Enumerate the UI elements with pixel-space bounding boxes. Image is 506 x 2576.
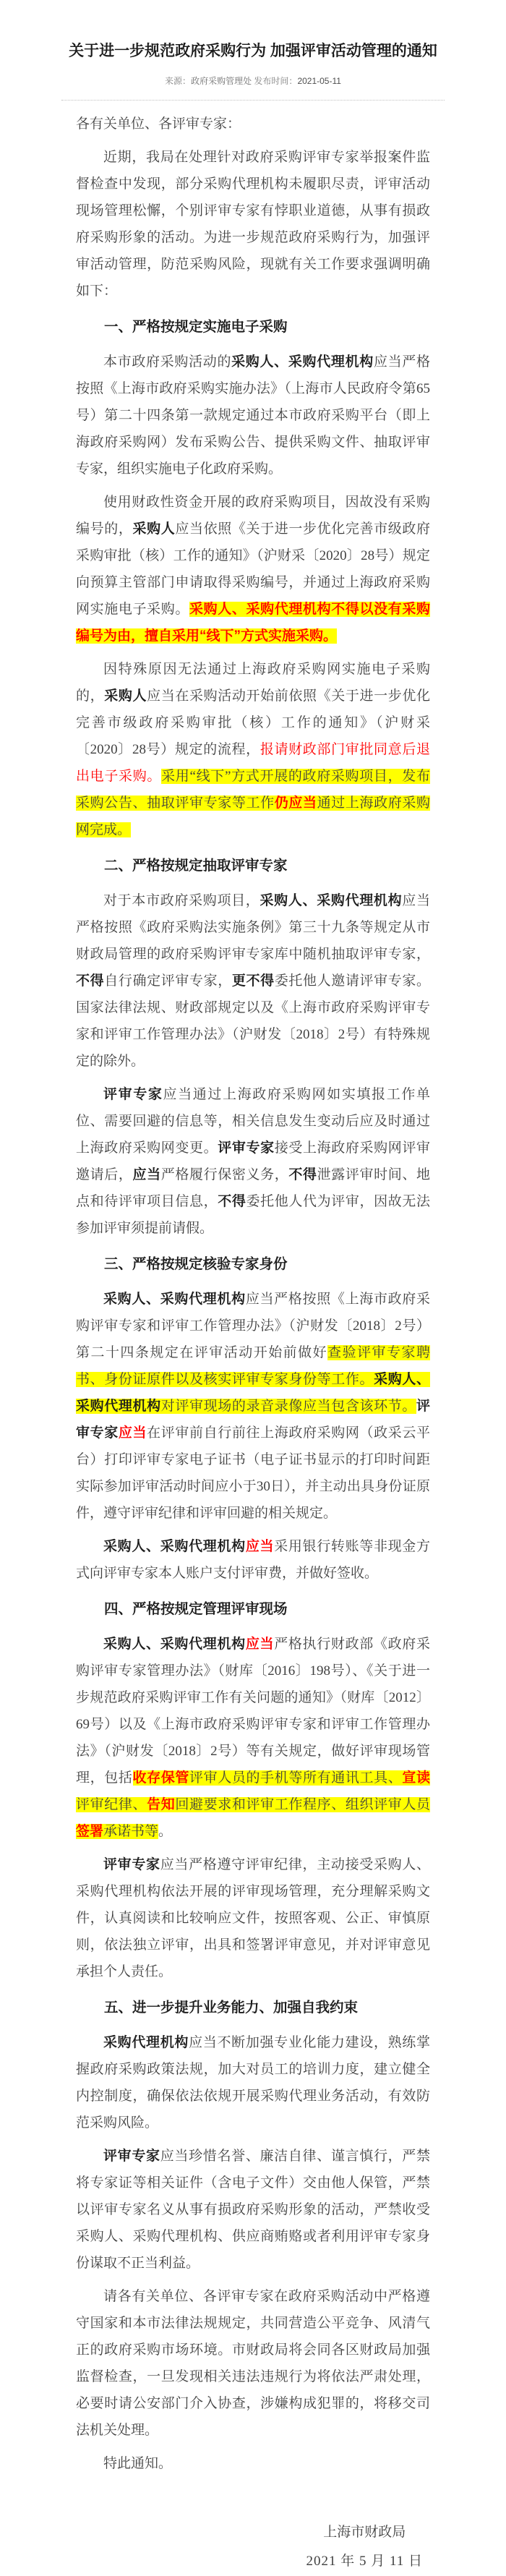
- text-run: 近期，我局在处理针对政府采购评审专家举报案件监督检查中发现，部分采购代理机构未履职尽责，评审活动现场管理松懈，个别评审专家有悖职业道德，从事有损政府采购形象的活动。为进一步规范政府采购行为，加强评审活动管理，防范采购风险，现就有关工作要求强调明确如下：: [76, 150, 430, 299]
- text-run: 对于本市政府采购项目，: [103, 893, 260, 908]
- text-run: 一、严格按规定实施电子采购: [104, 319, 288, 335]
- section-heading: [76, 314, 430, 341]
- separator-line: [61, 100, 445, 101]
- paragraph: [76, 2143, 430, 2277]
- text-run: 应当: [245, 1637, 275, 1652]
- text-run: 承诺书等: [103, 1824, 159, 1839]
- text-run: 应当: [245, 1539, 275, 1554]
- text-run: 。: [158, 1824, 173, 1839]
- text-run: 更不得: [231, 973, 275, 989]
- publish-time-label: 发布时间：: [254, 76, 298, 86]
- text-run: 评审专家: [103, 1857, 160, 1872]
- text-run: 仍应当: [274, 796, 317, 811]
- text-run: 应当严格按照《政府采购法实施条例》第三十九条等规定从市财政局管理的政府采购评审专家库中随机抽取评审专家，: [76, 893, 430, 962]
- text-run: 对评审现场的录音录像应当包含该环节。: [160, 1399, 416, 1414]
- section-heading: [76, 853, 430, 879]
- text-run: 应当: [132, 1167, 161, 1182]
- page-title: 关于进一步规范政府采购行为 加强评审活动管理的通知: [69, 43, 437, 59]
- paragraph: [76, 2283, 430, 2444]
- section-heading: [76, 1251, 430, 1278]
- text-run: 五、进一步提升业务能力、加强自我约束: [104, 2000, 359, 2016]
- text-run: 不得: [288, 1167, 317, 1182]
- signature-date: 2021 年 5 月 11 日: [306, 2554, 423, 2569]
- paragraph: [76, 1851, 430, 1985]
- paragraph: [76, 2450, 430, 2477]
- text-run: 采购人、采购代理机构: [103, 1539, 246, 1554]
- text-run: 采购人、采购代理机构: [76, 1372, 430, 1414]
- section-heading: [76, 1995, 430, 2021]
- text-run: 不得: [76, 973, 105, 989]
- text-run: 采用银行转账等非现金方式向评审专家本人账户支付评审费，并做好签收。: [76, 1539, 430, 1581]
- text-run: 应当严格按照《上海市政府采购评审专家和评审工作管理办法》（沪财发〔2018〕2号）第二十四条规定在评审活动开始前做好: [76, 1292, 430, 1360]
- paragraph: [76, 1081, 430, 1242]
- text-run: 严格履行保密义务，: [160, 1167, 289, 1182]
- text-run: 特此通知。: [103, 2456, 173, 2471]
- text-run: 使用财政性资金开展的政府采购项目，因故没有采购编号的，: [76, 495, 430, 537]
- paragraph: [76, 1286, 430, 1527]
- text-run: 二、严格按规定抽取评审专家: [104, 858, 288, 874]
- document-body: [76, 111, 430, 2477]
- text-run: 应当通过上海政府采购网如实填报工作单位、需要回避的信息等，相关信息发生变动后应及时通过上海政府采购网变更。: [76, 1087, 430, 1156]
- text-run: 采购代理机构: [103, 2035, 189, 2050]
- paragraph: [76, 111, 430, 137]
- text-run: 四、严格按规定管理评审现场: [104, 1601, 288, 1617]
- publish-time-value: 2021-05-11: [297, 76, 341, 86]
- text-run: 评审纪律、: [76, 1797, 147, 1812]
- text-run: 在评审前自行前往上海政府采购网（政采云平台）打印评审专家电子证书（电子证书显示的打印时间距实际参加评审活动时间应小于30日），并主动出具身份证原件，遵守评审纪律和评审回避的相关规定。: [76, 1425, 430, 1521]
- text-run: 应当依照《关于进一步优化完善市级政府采购审批（核）工作的通知》（沪财采〔2020〕28号）规定向预算主管部门申请取得采购编号，并通过上海政府采购网实施电子采购。: [76, 521, 430, 617]
- text-run: 采购人、采购代理机构: [231, 354, 374, 370]
- text-run: 应当: [118, 1425, 147, 1441]
- paragraph: [76, 887, 430, 1075]
- text-run: 采购人、采购代理机构: [103, 1637, 246, 1652]
- text-run: 请各有关单位、各评审专家在政府采购活动中严格遵守国家和本市法律法规规定，共同营造公平竞争、风清气正的政府采购市场环境。市财政局将会同各区财政局加强监督检查，一旦发现相关违法违规行为将依法严肃处理，必要时请公安部门介入协查，涉嫌构成犯罪的，将移交司法机关处理。: [76, 2289, 430, 2438]
- text-run: 三、严格按规定核验专家身份: [104, 1256, 288, 1272]
- text-run: 因特殊原因无法通过上海政府采购网实施电子采购的，: [76, 662, 430, 704]
- paragraph: [76, 1631, 430, 1845]
- text-run: 报请财政部门审批同意后退出电子采购。: [76, 742, 430, 784]
- text-run: 评审专家: [103, 2149, 160, 2164]
- text-run: 本市政府采购活动的: [103, 354, 232, 370]
- document-meta: [0, 74, 506, 87]
- text-run: 应当在采购活动开始前依照《关于进一步优化完善市级政府采购审批（核）工作的通知》（沪财采〔2020〕28号）规定的流程，: [76, 688, 430, 757]
- text-run: 严格执行财政部《政府采购评审专家管理办法》（财库〔2016〕198号）、《关于进一步规范政府采购评审工作有关问题的通知》（财库〔2012〕69号）以及《上海市政府采购评审专家和评审工作管理办法》（沪财发〔2018〕2号）等有关规定，做好评审现场管理，包括: [76, 1637, 430, 1786]
- text-run: 应当严格按照《上海市政府采购实施办法》（上海市人民政府令第65号）第二十四条第一款规定通过本市政府采购平台（即上海政府采购网）发布采购公告、提供采购文件、抽取评审专家，组织实施电子化政府采购。: [76, 354, 430, 477]
- text-run: 收存保管: [132, 1770, 189, 1786]
- text-run: 不得: [218, 1194, 246, 1209]
- text-run: 查验评审专家聘书、身份证原件以及核实评审专家身份等工作。: [76, 1345, 430, 1387]
- source-value: 政府采购管理处: [191, 76, 252, 86]
- text-run: 各有关单位、各评审专家：: [76, 116, 241, 132]
- text-run: 委托他人邀请评审专家。国家法律法规、财政部规定以及《上海市政府采购评审专家和评审工作管理办法》（沪财发〔2018〕2号）有特殊规定的除外。: [76, 973, 430, 1069]
- paragraph: [76, 2029, 430, 2136]
- text-run: 泄露评审时间、地点和待评审项目信息，: [76, 1167, 430, 1209]
- section-heading: [76, 1596, 430, 1623]
- text-run: 评审专家: [218, 1140, 275, 1156]
- paragraph: [76, 489, 430, 649]
- text-run: 告知: [147, 1797, 176, 1812]
- text-run: 采购人、采购代理机构: [103, 1292, 246, 1307]
- paragraph: [76, 144, 430, 304]
- paragraph: [76, 1533, 430, 1587]
- text-run: 应当严格遵守评审纪律，主动接受采购人、采购代理机构依法开展的评审现场管理，充分理解采购文件，认真阅读和比较响应文件，按照客观、公正、审慎原则，依法独立评审，出具和签署评审意见，并对评审意见承担个人责任。: [76, 1857, 430, 1979]
- text-run: 宣读: [402, 1770, 430, 1786]
- text-run: 应当不断加强专业化能力建设，熟练掌握政府采购政策法规，加大对员工的培训力度，建立健全内控制度，确保依法依规开展采购代理业务活动，有效防范采购风险。: [76, 2035, 430, 2131]
- text-run: 评审专家: [103, 1087, 163, 1102]
- paragraph: [76, 656, 430, 843]
- text-run: 采购人: [132, 521, 176, 537]
- text-run: 自行确定评审专家，: [104, 973, 232, 989]
- paragraph: [76, 349, 430, 482]
- text-run: 通过上海政府采购网完成。: [76, 796, 430, 837]
- text-run: 采购人、采购代理机构不得以没有采购编号为由，擅自采用“线下”方式实施采购。: [76, 602, 430, 644]
- text-run: 签署: [76, 1824, 104, 1839]
- signature-organization: 上海市财政局: [323, 2525, 406, 2540]
- signature-block: [306, 2518, 423, 2576]
- text-run: 接受上海政府采购网评审邀请后，: [76, 1140, 430, 1182]
- source-label: 来源：: [165, 76, 192, 86]
- text-run: 采用“线下”方式开展的政府采购项目，发布采购公告、抽取评审专家等工作: [76, 769, 430, 811]
- text-run: 采购人: [104, 688, 147, 704]
- text-run: 回避要求和评审工作程序、组织评审人员: [175, 1797, 430, 1812]
- text-run: 评审专家: [76, 1399, 430, 1441]
- text-run: 采购人、采购代理机构: [260, 893, 403, 908]
- text-run: 评审人员的手机等所有通讯工具、: [189, 1770, 403, 1786]
- text-run: 委托他人代为评审，因故无法参加评审须提前请假。: [76, 1194, 430, 1236]
- text-run: 应当珍惜名誉、廉洁自律、谨言慎行，严禁将专家证等相关证件（含电子文件）交由他人保管，严禁以评审专家名义从事有损政府采购形象的活动，严禁收受采购人、采购代理机构、供应商贿赂或者利用评审专家身份谋取不正当利益。: [76, 2149, 430, 2271]
